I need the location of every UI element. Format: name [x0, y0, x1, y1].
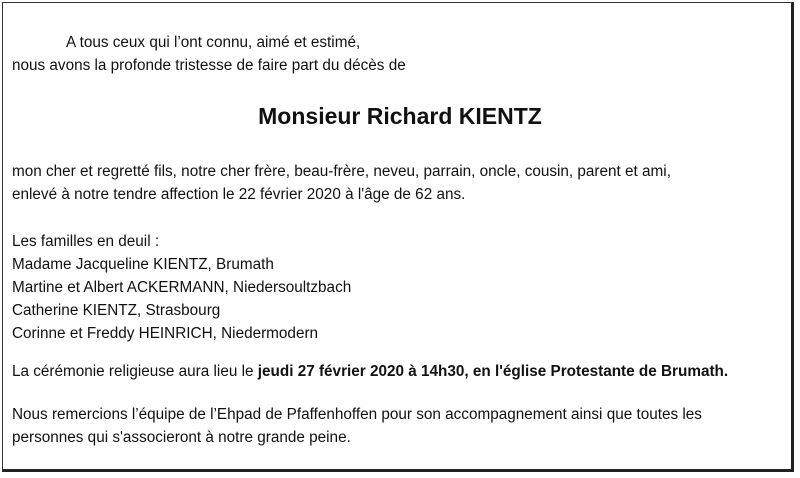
family-member: Catherine KIENTZ, Strasbourg	[12, 302, 221, 319]
description-line-1: mon cher et regretté fils, notre cher frère, beau-frère, neveu, parrain, oncle, cousin, parent et ami,	[12, 163, 671, 180]
intro-line-2: nous avons la profonde tristesse de faire part du décès de	[12, 57, 406, 74]
family-member: Corinne et Freddy HEINRICH, Niedermodern	[12, 325, 319, 342]
families-heading: Les familles en deuil :	[12, 233, 160, 250]
intro-line-1: A tous ceux qui l’ont connu, aimé et estimé,	[66, 34, 361, 51]
ceremony-line	[12, 362, 728, 382]
family-member: Martine et Albert ACKERMANN, Niedersoultzbach	[12, 279, 352, 296]
ceremony-details: jeudi 27 février 2020 à 14h30, en l'église Protestante de Brumath.	[257, 363, 729, 380]
deceased-name: Monsieur Richard KIENTZ	[258, 103, 542, 129]
thanks-line-1: Nous remercions l’équipe de l’Ehpad de Pfaffenhoffen pour son accompagnement ainsi que toutes les	[12, 406, 702, 423]
ceremony-prefix: La cérémonie religieuse aura lieu le	[12, 363, 258, 380]
thanks-line-2: personnes qui s'associeront à notre grande peine.	[12, 429, 351, 446]
family-member: Madame Jacqueline KIENTZ, Brumath	[12, 256, 274, 273]
description-line-2: enlevé à notre tendre affection le 22 février 2020 à l'âge de 62 ans.	[12, 186, 466, 203]
